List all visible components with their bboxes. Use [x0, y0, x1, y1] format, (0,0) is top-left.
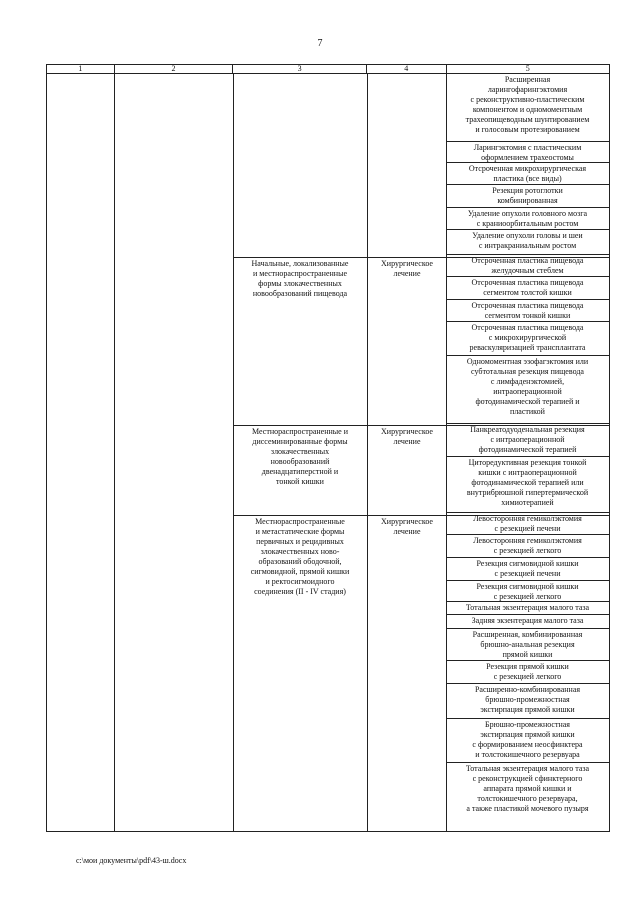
column-divider — [367, 73, 368, 832]
method-item: Отсроченная микрохирургическая пластика (все виды) — [468, 164, 587, 183]
method-divider — [446, 207, 609, 208]
method-item: Тотальная экзентерация малого таза — [465, 603, 590, 612]
method-item: Отсроченная пластика пищевода сегментом толстой кишки — [471, 278, 584, 297]
method-divider — [446, 601, 609, 602]
method-item: Отсроченная пластика пищевода сегментом тонкой кишки — [471, 301, 584, 320]
treatment-colon: Хирургическое лечение — [381, 517, 433, 536]
column-number-2: 2 — [115, 65, 234, 73]
method-item: Циторедуктивная резекция тонкой кишки с интраоперационной фотодинамической терапией или внутрибрюшной гипертермической химиотерапией — [466, 458, 589, 507]
method-divider — [446, 512, 609, 513]
method-item: Резекция прямой кишки с резекцией легкого — [486, 662, 569, 681]
method-divider — [446, 254, 609, 255]
method-item: Левосторонняя гемиколэктомия с резекцией легкого — [473, 536, 582, 555]
method-item: Одномоментная эзофагэктомия или субтотальная резекция пищевода с лимфаденэктомией, интраоперационной фотодинамической терапией и пластикой — [466, 357, 589, 416]
column-divider — [114, 73, 115, 832]
column-number-4: 4 — [367, 65, 447, 73]
method-item: Отсроченная пластика пищевода желудочным стеблем — [471, 256, 584, 275]
method-divider — [446, 184, 609, 185]
method-item: Брюшно-промежностная экстирпация прямой кишки с формированием неосфинктера и толстокишечного резервуара — [472, 720, 583, 759]
method-divider — [446, 423, 609, 424]
method-item: Резекция ротоглотки комбинированная — [492, 186, 563, 205]
method-item: Левосторонняя гемиколэктомия с резекцией печени — [473, 514, 582, 533]
method-divider — [446, 628, 609, 629]
diagnosis-duodenum: Местнораспространенные и диссеминированные формы злокачественных новообразований двенадцатиперстной и тонкой кишки — [252, 427, 348, 486]
diagnosis-esophagus: Начальные, локализованные и местнораспространенные формы злокачественных новообразований пищевода — [251, 259, 349, 298]
method-item: Расширенно-комбинированная брюшно-промежностная экстирпация прямой кишки — [474, 685, 581, 714]
method-item: Резекция сигмовидной кишки с резекцией печени — [476, 559, 579, 578]
treatment-esophagus: Хирургическое лечение — [381, 259, 433, 278]
method-item: Удаление опухоли головного мозга с краниоорбитальным ростом — [467, 209, 588, 228]
method-divider — [446, 276, 609, 277]
method-divider — [446, 718, 609, 719]
column-number-3: 3 — [233, 65, 367, 73]
column-number-1: 1 — [47, 65, 115, 73]
method-divider — [446, 229, 609, 230]
treatment-duodenum: Хирургическое лечение — [381, 427, 433, 446]
method-divider — [446, 614, 609, 615]
method-item: Расширенная ларингофарингэктомия с реконструктивно-пластическим компонентом и одномоментным трахеопищеводным шунтированием и голосовым протезированием — [465, 75, 590, 134]
method-divider — [446, 660, 609, 661]
footer-file-path: c:\мои документы\pdf\43-ш.docx — [76, 856, 187, 865]
method-divider — [446, 355, 609, 356]
method-item: Тотальная экзентерация малого таза с реконструкцией сфинктерного аппарата прямой кишки и толстокишечного резервуара, а также пластикой мочевого пузыря — [465, 764, 590, 813]
method-divider — [446, 299, 609, 300]
method-divider — [446, 534, 609, 535]
method-item: Отсроченная пластика пищевода с микрохирургической реваскуляризацией трансплантата — [469, 323, 586, 352]
column-number-5: 5 — [525, 64, 530, 73]
method-item: Резекция сигмовидной кишки с резекцией легкого — [476, 582, 579, 601]
method-divider — [446, 580, 609, 581]
method-item: Удаление опухоли головы и шеи с интракраниальным ростом — [472, 231, 583, 250]
methods-column — [446, 73, 609, 832]
method-item: Расширенная, комбинированная брюшно-анальная резекция прямой кишки — [472, 630, 583, 659]
method-item: Панкреатодуоденальная резекция с интраоперационной фотодинамической терапией — [470, 425, 585, 454]
diagnosis-colon: Местнораспространенные и метастатические формы первичных и рецидивных злокачественных ново- образований ободочной, сигмовидной, прямой кишки и ректосигмоидного соединения (II - IV стадия) — [250, 517, 350, 596]
method-divider — [446, 162, 609, 163]
method-divider — [446, 321, 609, 322]
method-item: Задняя экзентерация малого таза — [471, 616, 584, 625]
method-divider — [446, 557, 609, 558]
method-item: Ларингэктомия с пластическим оформлением трахеостомы — [473, 143, 582, 162]
method-divider — [446, 683, 609, 684]
column-divider — [233, 73, 234, 832]
page-number: 7 — [317, 38, 323, 49]
method-divider — [446, 762, 609, 763]
method-divider — [446, 456, 609, 457]
method-divider — [446, 141, 609, 142]
